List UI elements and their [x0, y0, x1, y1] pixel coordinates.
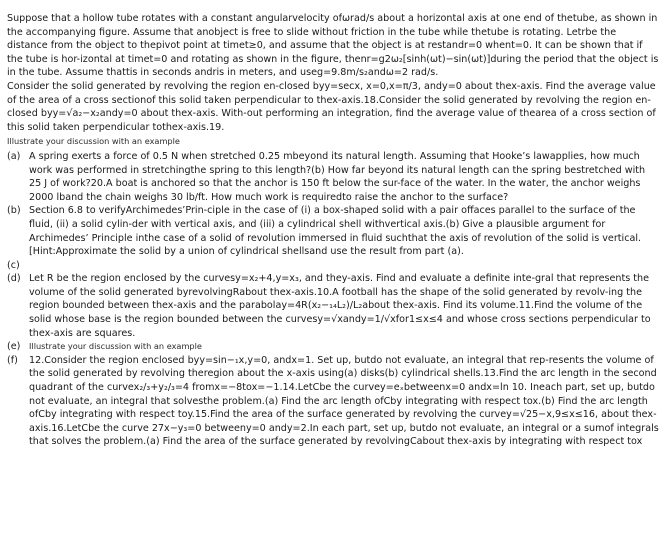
- list-item-b: [7, 204, 659, 258]
- list-item-a: [7, 150, 659, 204]
- list-item-c: [7, 259, 659, 273]
- list-item-d: [7, 272, 659, 340]
- item-label: (c): [7, 259, 20, 271]
- item-label: (a): [7, 150, 21, 162]
- intro-paragraph-2: Consider the solid generated by revolving the region en-closed byy=secx, x=0,x=π/3, andy=0 about thex-axis. Find the average value of the area of a cross sectionof this solid taken perpendicular to thex-axis.18.Consider the solid generated by revolving the region en-closed byy=√a₂−x₂andy=0 about thex-axis. With-out performing an integration, find the average value of thearea of a cross section of this solid taken perpendicular tothex-axis.19.: [7, 80, 656, 133]
- item-text: Let R be the region enclosed by the curvesy=x₂+4,y=x₃, and they-axis. Find and evaluate a definite inte-gral that represents the volume of the solid generated byrevolvingRabout thex-axis.10.A football has the shape of the solid generated by revolv-ing the region bounded between thex-axis and the parabolay=4R(x₂−₁₄L₂)/L₂about thex-axis. Find its volume.11.Find the volume of the solid whose base is the region bounded between the curvesy=√xandy=1/√xfor1≤x≤4 and whose cross sections perpendicular to thex-axis are squares.: [29, 273, 651, 339]
- item-text: 12.Consider the region enclosed byy=sin−₁x,y=0, andx=1. Set up, butdo not evaluate, an integral that rep-resents the volume of the solid generated by revolving theregion about the x-axis using(a) disks(b) cylindrical shells.13.Find the arc length in the second quadrant of the curvex₂/₃+y₂/₃=4 fromx=−8tox=−1.14.LetCbe the curvey=eₓbetweenx=0 andx=ln 10. Ineach part, set up, butdo not evaluate, an integral that solvesthe problem.(a) Find the arc length ofCby integrating with respect tox.(b) Find the arc length ofCby integrating with respect toy.15.Find the area of the surface generated by revolving the curvey=√25−x,9≤x≤16, about thex-axis.16.LetCbe the curve 27x−y₃=0 betweeny=0 andy=2.In each part, set up, butdo not evaluate, an integral or a sumof integrals that solves the problem.(a) Find the area of the surface generated by revolvingCabout thex-axis by integrating with respect tox: [29, 354, 659, 448]
- item-label: (b): [7, 205, 21, 217]
- list-item-f: [7, 354, 659, 449]
- item-text: [29, 259, 659, 273]
- item-text: Section 6.8 to verifyArchimedes’Prin-ciple in the case of (i) a box-shaped solid with a pair offaces parallel to the surface of the fluid, (ii) a solid cylin-der with vertical axis, and (iii) a cylindrical shell withvertical axis.(b) Give a plausible argument for Archimedes’ Principle inthe case of a solid of revolution immersed in fluid suchthat the axis of revolution of the solid is vertical. [Hint:Approximate the solid by a union of cylindrical shellsand use the result from part (a).: [29, 205, 642, 258]
- item-text: Illustrate your discussion with an example: [29, 341, 202, 352]
- intro-paragraph-1: Suppose that a hollow tube rotates with a constant angularvelocity ofωrad/s about a horizontal axis at one end of thetube, as shown in the accompanying figure. Assume that anobject is free to slide without friction in the tube while thetube is rotating. Letrbe the distance from the object to thepivot point at timet≥0, and assume that the object is at restandr=0 whent=0. It can be shown that if the tube is hor-izontal at timet=0 and rotating as shown in the figure, thenr=g2ω₂[sinh(ωt)−sin(ωt)]during the period that the object is in the tube. Assume thattis in seconds andris in meters, and useg=9.8m/s₂andω=2 rad/s.: [7, 13, 659, 79]
- list-item-e: [7, 340, 659, 354]
- item-label: (e): [7, 341, 21, 353]
- discussion-note: Illustrate your discussion with an example: [7, 136, 180, 147]
- item-label: (f): [7, 354, 18, 366]
- item-label: (d): [7, 273, 21, 285]
- item-text: A spring exerts a force of 0.5 N when stretched 0.25 mbeyond its natural length. Assuming that Hooke’s lawapplies, how much work was performed in stretchingthe spring to this length?(b) How far beyond its natural length can the spring bestretched with 25 J of work?20.A boat is anchored so that the anchor is 150 ft below the sur-face of the water. In the water, the anchor weighs 2000 lband the chain weighs 30 lb/ft. How much work is requiredto raise the anchor to the surface?: [29, 150, 646, 203]
